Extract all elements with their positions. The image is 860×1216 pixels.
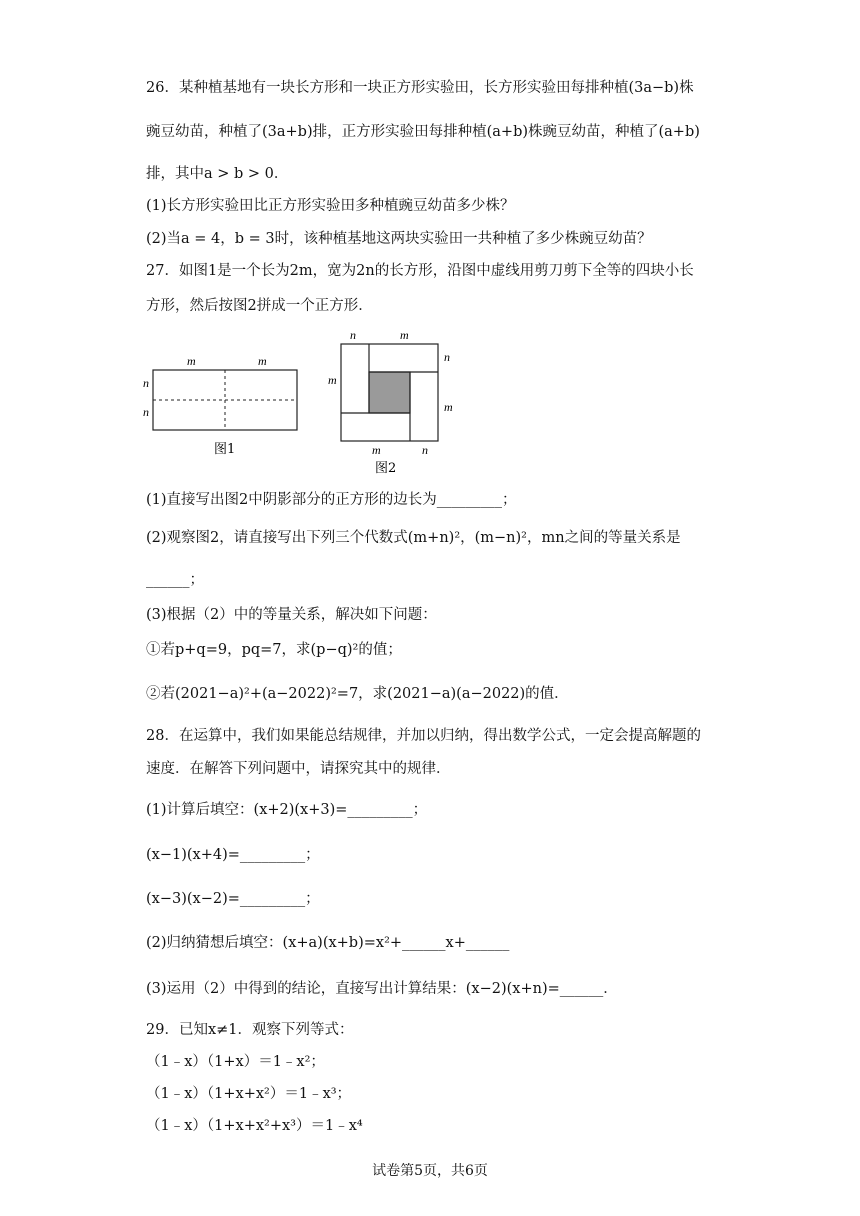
q28-part1c: (x−3)(x−2)=_________；: [146, 891, 320, 907]
q27-part3a: ①若p+q=9，pq=7，求(p−q)²的值；: [146, 642, 402, 658]
q27-part3: (3)根据（2）中的等量关系，解决如下问题：: [146, 607, 437, 623]
q28-line2: 速度．在解答下列问题中，请探究其中的规律．: [146, 761, 451, 777]
figure-1: [140, 350, 310, 460]
fig1-label-m2: m: [258, 354, 267, 368]
fig2-label-n-bottom: n: [422, 443, 428, 457]
fig2-label-m-bottom: m: [372, 443, 381, 457]
q27-part2b: ______；: [146, 572, 204, 588]
fig2-label-m-right: m: [444, 400, 453, 414]
q28-line1: 28．在运算中，我们如果能总结规律，并加以归纳，得出数学公式，一定会提高解题的: [146, 728, 701, 744]
q26-line3: 排，其中a > b > 0．: [146, 166, 289, 182]
q26-line2: 豌豆幼苗，种植了(3a+b)排，正方形实验田每排种植(a+b)株豌豆幼苗，种植了(a+b): [146, 124, 700, 140]
fig1-label-m1: m: [187, 354, 196, 368]
q26-part2: (2)当a = 4，b = 3时，该种植基地这两块实验田一共种植了多少株豌豆幼苗？: [146, 231, 652, 247]
q26-part1: (1)长方形实验田比正方形实验田多种植豌豆幼苗多少株？: [146, 198, 515, 214]
page-footer: 试卷第5页，共6页: [372, 1163, 488, 1179]
q26-line1: 26．某种植基地有一块长方形和一块正方形实验田，长方形实验田每排种植(3a−b)株: [146, 80, 694, 96]
fig1-label-n1: n: [143, 376, 149, 390]
fig2-label-m-left: m: [328, 373, 337, 387]
fig1-caption: 图1: [214, 442, 236, 457]
q28-part1a: (1)计算后填空：(x+2)(x+3)=_________；: [146, 802, 428, 818]
fig2-label-m-top: m: [400, 328, 409, 342]
q27-line1: 27．如图1是一个长为2m，宽为2n的长方形，沿图中虚线用剪刀剪下全等的四块小长: [146, 263, 694, 279]
fig2-caption: 图2: [375, 461, 397, 476]
fig1-label-n2: n: [143, 405, 149, 419]
q28-part3: (3)运用（2）中得到的结论，直接写出计算结果：(x−2)(x+n)=______．: [146, 981, 618, 997]
q29-eq1: （1﹣x）（1+x）＝1﹣x²；: [146, 1054, 325, 1070]
q27-line2: 方形，然后按图2拼成一个正方形．: [146, 298, 373, 314]
fig2-label-n-top: n: [350, 328, 356, 342]
fig2-label-n-right: n: [444, 350, 450, 364]
q29-eq3: （1﹣x）（1+x+x²+x³）＝1﹣x⁴: [146, 1118, 363, 1134]
q27-part1: (1)直接写出图2中阴影部分的正方形的边长为_________；: [146, 492, 517, 508]
q27-part3b: ②若(2021−a)²+(a−2022)²=7，求(2021−a)(a−2022)的值．: [146, 686, 569, 702]
figure-2: [320, 328, 460, 478]
q29-line1: 29．已知x≠1．观察下列等式：: [146, 1022, 354, 1038]
q29-eq2: （1﹣x）（1+x+x²）＝1﹣x³；: [146, 1086, 352, 1102]
q28-part1b: (x−1)(x+4)=_________；: [146, 847, 320, 863]
q27-part2a: (2)观察图2，请直接写出下列三个代数式(m+n)²，(m−n)²，mn之间的等量关系是: [146, 530, 681, 546]
q28-part2: (2)归纳猜想后填空：(x+a)(x+b)=x²+______x+______: [146, 935, 510, 951]
